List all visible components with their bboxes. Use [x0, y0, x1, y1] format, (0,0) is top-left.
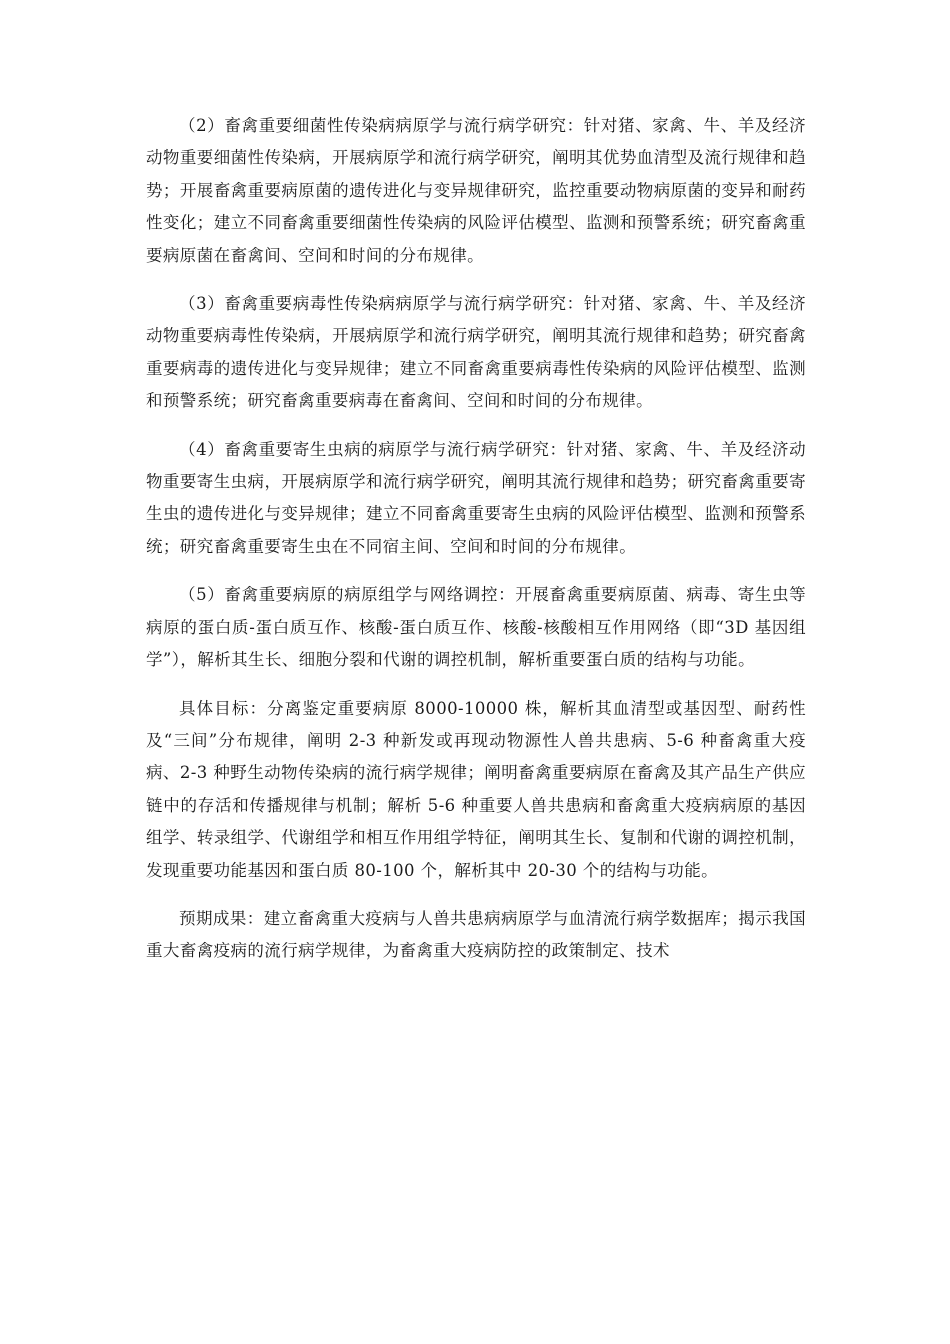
paragraph-pathogen-omics: （5）畜禽重要病原的病原组学与网络调控：开展畜禽重要病原菌、病毒、寄生虫等病原的蛋白质-蛋白质互作、核酸-蛋白质互作、核酸-核酸相互作用网络（即“3D 基因组学”），解析其生长、细胞分裂和代谢的调控机制，解析重要蛋白质的结构与功能。 [146, 585, 806, 670]
document-body [146, 110, 806, 984]
paragraph-viral-diseases: （3）畜禽重要病毒性传染病病原学与流行病学研究：针对猪、家禽、牛、羊及经济动物重要病毒性传染病，开展病原学和流行病学研究，阐明其流行规律和趋势；研究畜禽重要病毒的遗传进化与变异规律；建立不同畜禽重要病毒性传染病的风险评估模型、监测和预警系统；研究畜禽重要病毒在畜禽间、空间和时间的分布规律。 [146, 294, 806, 411]
paragraph-bacterial-diseases: （2）畜禽重要细菌性传染病病原学与流行病学研究：针对猪、家禽、牛、羊及经济动物重要细菌性传染病，开展病原学和流行病学研究，阐明其优势血清型及流行规律和趋势；开展畜禽重要病原菌的遗传进化与变异规律研究，监控重要动物病原菌的变异和耐药性变化；建立不同畜禽重要细菌性传染病的风险评估模型、监测和预警系统；研究畜禽重要病原菌在畜禽间、空间和时间的分布规律。 [146, 116, 806, 265]
paragraph-parasitic-diseases: （4）畜禽重要寄生虫病的病原学与流行病学研究：针对猪、家禽、牛、羊及经济动物重要寄生虫病，开展病原学和流行病学研究，阐明其流行规律和趋势；研究畜禽重要寄生虫的遗传进化与变异规律；建立不同畜禽重要寄生虫病的风险评估模型、监测和预警系统；研究畜禽重要寄生虫在不同宿主间、空间和时间的分布规律。 [146, 439, 806, 556]
paragraph-expected-results: 预期成果：建立畜禽重大疫病与人兽共患病病原学与血清流行病学数据库；揭示我国重大畜禽疫病的流行病学规律，为畜禽重大疫病防控的政策制定、技术 [146, 908, 806, 961]
paragraph-specific-goals: 具体目标：分离鉴定重要病原 8000-10000 株，解析其血清型或基因型、耐药性及“三间”分布规律，阐明 2-3 种新发或再现动物源性人兽共患病、5-6 种畜禽重大疫病、2-3 种野生动物传染病的流行病学规律；阐明畜禽重要病原在畜禽及其产品生产供应链中的存活和传播规律与机制；解析 5-6 种重要人兽共患病和畜禽重大疫病病原的基因组学、转录组学、代谢组学和相互作用组学特征，阐明其生长、复制和代谢的调控机制，发现重要功能基因和蛋白质 80-100 个，解析其中 20-30 个的结构与功能。 [146, 698, 806, 880]
